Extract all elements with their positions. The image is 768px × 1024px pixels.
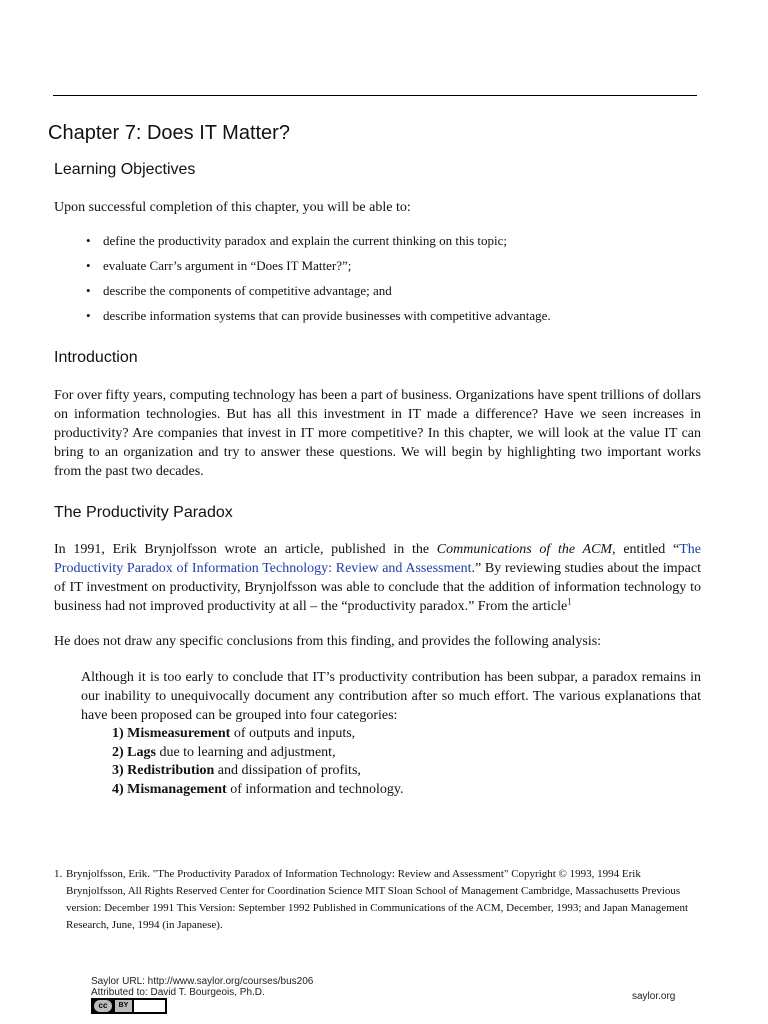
footnote-number: 1. (54, 868, 63, 880)
objective-item: • evaluate Carr’s argument in “Does IT Matter?”; (86, 253, 706, 278)
quote-categories-list (112, 725, 403, 799)
paragraph-text: In 1991, Erik Brynjolfsson wrote an article, published in the (54, 542, 437, 557)
paragraph-text: , entitled “ (612, 542, 680, 557)
saylor-url[interactable]: Saylor URL: http://www.saylor.org/courses/bus206 (91, 976, 314, 987)
category-item (112, 762, 403, 781)
category-text: due to learning and adjustment, (155, 744, 336, 760)
category-item (112, 725, 403, 744)
attribution: Attributed to: David T. Bourgeois, Ph.D. (91, 987, 265, 998)
journal-title: Communications of the ACM (436, 542, 613, 557)
cc-by-label: BY (115, 1000, 132, 1012)
objectives-list (86, 228, 706, 328)
introduction-heading: Introduction (54, 349, 138, 366)
footer-credits (91, 976, 313, 998)
category-name: 3) Redistribution (112, 763, 215, 778)
footnote-marker: 1 (567, 596, 572, 607)
creative-commons-icon: cc (94, 1000, 112, 1012)
category-name: 1) Mismeasurement (112, 726, 231, 741)
saylor-org-label: saylor.org (632, 991, 676, 1002)
cc-license-badge[interactable] (91, 998, 167, 1014)
objective-item: • describe the components of competitive advantage; and (86, 278, 706, 303)
productivity-paradox-heading: The Productivity Paradox (54, 504, 233, 521)
header-rule (53, 95, 697, 96)
introduction-paragraph: For over fifty years, computing technology has been a part of business. Organizations have spent trillions of dollars on information technologies. But has all this investment in IT made a difference? Have we seen increases in productivity? Are companies that invest in IT more competitive? In this chapter, we will look at the value IT can bring to an organization and try to answer these questions. We will begin by highlighting two important works from the past two decades. (54, 388, 701, 479)
badge-blank-area (134, 1000, 165, 1012)
category-name: 4) Mismanagement (112, 781, 227, 797)
objective-item: • define the productivity paradox and explain the current thinking on this topic; (86, 228, 706, 253)
chapter-title: Chapter 7: Does IT Matter? (48, 122, 290, 144)
category-text: of information and technology. (226, 781, 404, 797)
block-quote: Although it is too early to conclude that IT’s productivity contribution has been subpar, a paradox remains in our inability to unequivocally document any contribution after so much effort. The various explanations that have been proposed can be grouped into four categories: (81, 670, 701, 723)
category-item (112, 781, 403, 800)
category-item (112, 744, 403, 763)
paragraph-text: .” By reviewing studies about the impact of IT investment on productivity, Brynjolfsson was able to conclude that the addition of information technology to business had not improved productivity at all – the “productivity paradox.” From the article (54, 561, 701, 614)
objective-item: • describe information systems that can provide businesses with competitive advantage. (86, 303, 706, 328)
category-name: 2) Lags (112, 744, 156, 760)
category-text: and dissipation of profits, (214, 763, 361, 778)
category-text: of outputs and inputs, (230, 726, 356, 741)
productivity-paradox-paragraph (54, 540, 701, 616)
article-link[interactable]: The Productivity Paradox of Information Technology: Review and Assessment (54, 542, 702, 576)
analysis-line: He does not draw any specific conclusions from this finding, and provides the following analysis: (54, 634, 602, 649)
footnote (54, 866, 702, 934)
learning-objectives-intro: Upon successful completion of this chapter, you will be able to: (54, 200, 411, 215)
learning-objectives-heading: Learning Objectives (54, 161, 196, 178)
footnote-text: Brynjolfsson, Erik. "The Productivity Paradox of Information Technology: Review and Assessment" Copyright © 1993, 1994 Erik Brynjolfsson, All Rights Reserved Center for Coordination Science MIT Sloan School of Management Cambridge, Massachusetts Previous version: December 1991 This Version: September 1992 Published in Communications of the ACM, December, 1993; and Japan Management Research, June, 1994 (in Japanese). (66, 868, 689, 931)
